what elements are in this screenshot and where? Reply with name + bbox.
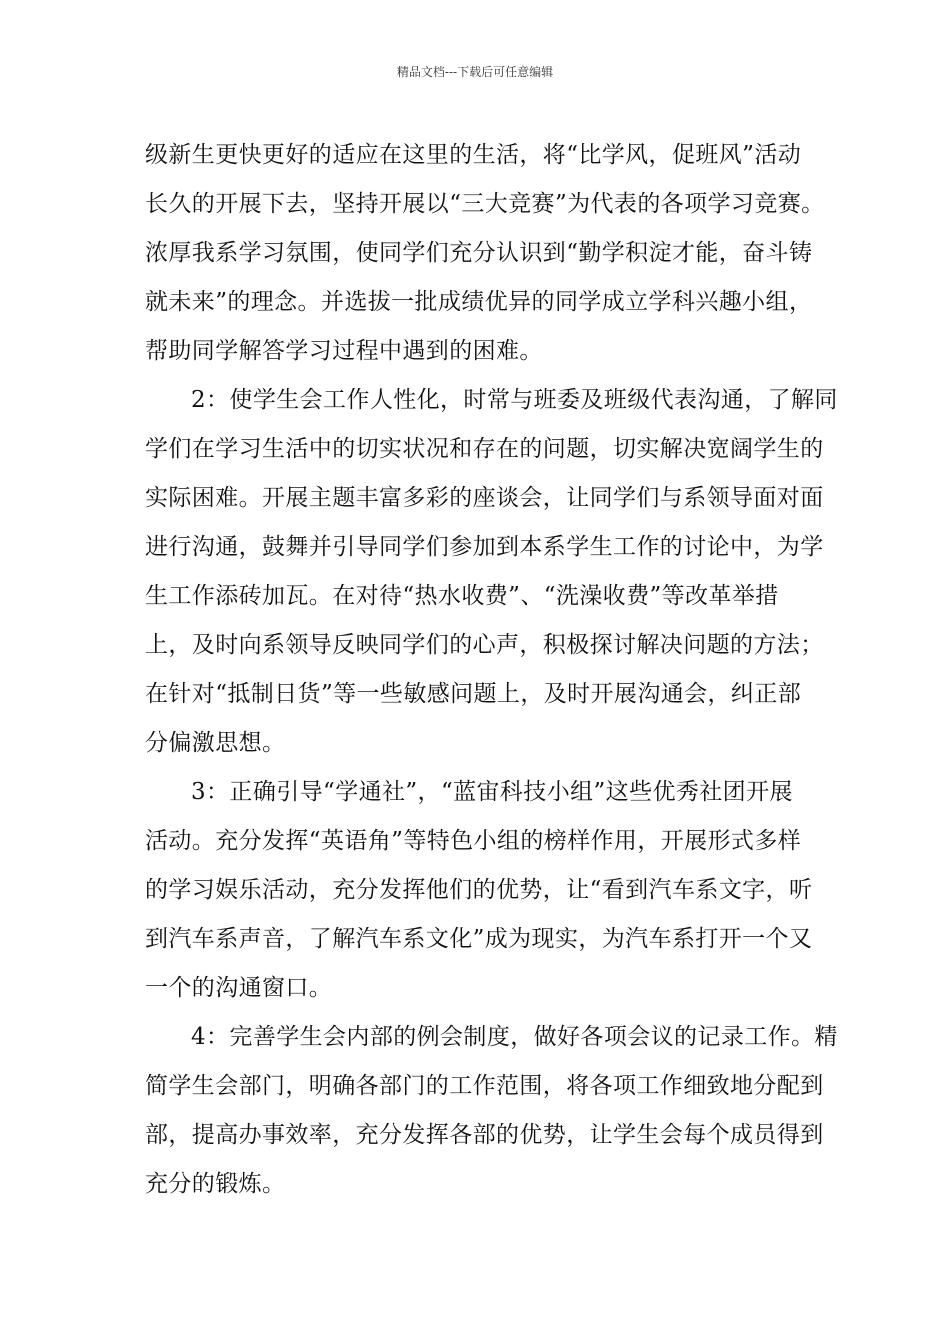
text-line: 分偏激思想。	[145, 730, 286, 756]
text-line: 活动。充分发挥“英语角”等特色小组的榜样作用，开展形式多样	[145, 828, 802, 854]
text-line: 长久的开展下去，坚持开展以“三大竞赛”为代表的各项学习竞赛。	[145, 191, 825, 217]
text-line: 部，提高办事效率，充分发挥各部的优势，让学生会每个成员得到	[145, 1122, 824, 1148]
text-line: 进行沟通，鼓舞并引导同学们参加到本系学生工作的讨论中，为学	[145, 534, 824, 560]
text-line: 上，及时向系领导反映同学们的心声，积极探讨解决问题的方法；	[145, 632, 824, 658]
text-line: 在针对“抵制日货”等一些敏感问题上，及时开展沟通会，纠正部	[145, 681, 802, 707]
page-header: 精品文档---下载后可任意编辑	[396, 65, 554, 79]
text-line: 实际困难。开展主题丰富多彩的座谈会，让同学们与系领导面对面	[145, 485, 824, 511]
text-line: 4：完善学生会内部的例会制度，做好各项会议的记录工作。精	[191, 1024, 838, 1050]
text-line: 浓厚我系学习氛围，使同学们充分认识到“勤学积淀才能，奋斗铸	[145, 240, 813, 266]
document-body	[145, 131, 838, 1209]
text-line: 充分的锻炼。	[145, 1171, 286, 1197]
paragraph-item-2	[145, 376, 838, 768]
text-line: 学们在学习生活中的切实状况和存在的问题，切实解决宽阔学生的	[145, 436, 824, 462]
paragraph-item-4	[145, 1013, 838, 1209]
text-line: 3：正确引导“学通社”，“蓝宙科技小组”这些优秀社团开展	[191, 779, 793, 805]
text-line: 帮助同学解答学习过程中遇到的困难。	[145, 338, 543, 364]
text-line: 的学习娱乐活动，充分发挥他们的优势，让“看到汽车系文字，听	[145, 877, 813, 903]
text-line: 到汽车系声音，了解汽车系文化”成为现实，为汽车系打开一个又	[145, 926, 813, 952]
text-line: 就未来”的理念。并选拔一批成绩优异的同学成立学科兴趣小组，	[145, 289, 813, 315]
text-line: 2：使学生会工作人性化，时常与班委及班级代表沟通，了解同	[191, 387, 838, 413]
text-line: 一个的沟通窗口。	[145, 975, 333, 1001]
text-line: 级新生更快更好的适应在这里的生活，将“比学风，促班风”活动	[145, 142, 802, 168]
paragraph-continuation	[145, 131, 825, 376]
paragraph-item-3	[145, 768, 817, 1013]
text-line: 简学生会部门，明确各部门的工作范围，将各项工作细致地分配到	[145, 1073, 824, 1099]
text-line: 生工作添砖加瓦。在对待“热水收费”、“洗澡收费”等改革举措	[145, 583, 779, 609]
